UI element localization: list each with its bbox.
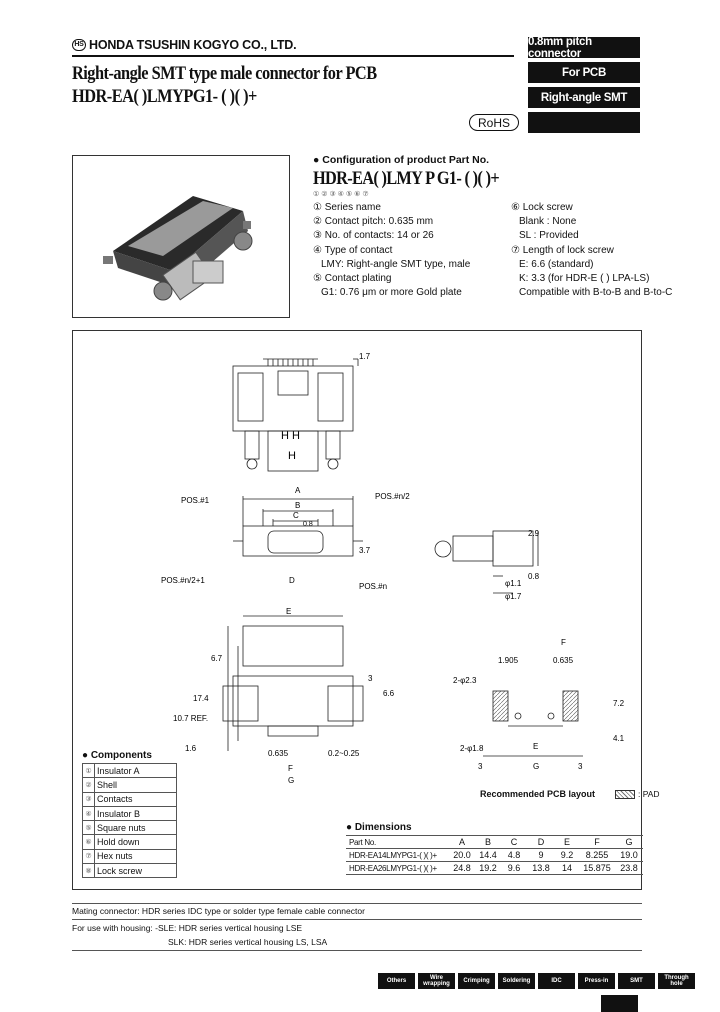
dim-0-8-side: 0.8 bbox=[528, 572, 540, 581]
config-line: K: 3.3 (for HDR-E ( ) LPA-LS) bbox=[519, 273, 650, 285]
config-line: ⑤ Contact plating bbox=[313, 273, 392, 285]
dim-2-9: 2.9 bbox=[528, 529, 540, 538]
component-name: Insulator B bbox=[95, 806, 177, 820]
dim-phi-1-7: φ1.7 bbox=[505, 592, 522, 601]
dim-header-cell: Part No. bbox=[346, 836, 449, 849]
tab-soldering[interactable]: Soldering bbox=[498, 973, 535, 989]
dim-0-635: 0.635 bbox=[268, 749, 289, 758]
dim-cell: 4.8 bbox=[501, 849, 527, 862]
config-line: Compatible with B-to-B and B-to-C bbox=[519, 287, 673, 299]
config-line: ④ Type of contact bbox=[313, 244, 393, 256]
component-number: ⑦ bbox=[83, 849, 95, 863]
company-logo: HS bbox=[72, 39, 86, 51]
component-row bbox=[83, 849, 177, 863]
tab-wire-wrapping[interactable]: Wire wrapping bbox=[418, 973, 455, 989]
dim-cell: 14 bbox=[555, 862, 579, 875]
pcb-f: F bbox=[561, 638, 566, 647]
dim-cell: 9.6 bbox=[501, 862, 527, 875]
configuration-section bbox=[313, 154, 693, 300]
label-pos-n-2: POS.#n/2 bbox=[375, 492, 410, 501]
tab-press-in[interactable]: Press-in bbox=[578, 973, 615, 989]
dim-header-cell: E bbox=[555, 836, 579, 849]
dim-b: B bbox=[295, 501, 301, 510]
component-number: ④ bbox=[83, 806, 95, 820]
tab-smt[interactable]: SMT bbox=[618, 973, 655, 989]
dim-header-cell: F bbox=[579, 836, 615, 849]
dim-cell: 19.0 bbox=[615, 849, 643, 862]
header-rule bbox=[72, 55, 514, 57]
part-number-pattern: HDR-EA( )LMY P G1- ( )( )+ bbox=[313, 168, 499, 189]
connector-photo-illustration bbox=[73, 156, 289, 317]
config-line: ① Series name bbox=[313, 202, 381, 213]
category-box-empty bbox=[528, 112, 640, 133]
page-subtitle: HDR-EA( )LMYPG1- ( )( )+ bbox=[72, 86, 257, 107]
component-row bbox=[83, 806, 177, 820]
config-line: ③ No. of contacts: 14 or 26 bbox=[313, 230, 434, 242]
config-line: Blank : None bbox=[519, 216, 577, 228]
config-line: ⑦ Length of lock screw bbox=[511, 244, 614, 256]
label-pos-1: POS.#1 bbox=[181, 496, 210, 505]
dim-c: C bbox=[293, 511, 299, 520]
footer-rule-bottom bbox=[72, 950, 642, 951]
dim-cell: HDR-EA26LMYPG1-( )( )+ bbox=[346, 862, 449, 875]
pcb-4-1: 4.1 bbox=[613, 734, 625, 743]
dimensions-row bbox=[346, 862, 643, 875]
dim-cell: 9 bbox=[527, 849, 555, 862]
dim-cell: 20.0 bbox=[449, 849, 475, 862]
category-tabs bbox=[378, 973, 695, 989]
config-line: E: 6.6 (standard) bbox=[519, 258, 594, 270]
pcb-layout-caption: Recommended PCB layout bbox=[480, 789, 596, 799]
tab-through-hole[interactable]: Through hole bbox=[658, 973, 695, 989]
dim-g: G bbox=[288, 776, 295, 785]
pad-legend bbox=[615, 789, 660, 799]
config-line: LMY: Right-angle SMT type, male bbox=[321, 258, 471, 270]
components-heading-text: Components bbox=[90, 750, 152, 761]
selected-tab-indicator bbox=[601, 995, 638, 1012]
dim-cell: HDR-EA14LMYPG1-( )( )+ bbox=[346, 849, 449, 862]
configuration-heading: ● Configuration of product Part No. bbox=[313, 154, 490, 166]
component-name: Lock screw bbox=[95, 864, 177, 878]
dim-cell: 24.8 bbox=[449, 862, 475, 875]
component-name: Contacts bbox=[95, 792, 177, 806]
label-pos-n: POS.#n bbox=[359, 582, 388, 591]
config-right-column bbox=[511, 201, 672, 300]
part-number-markers: ① ② ③ ④ ⑤ ⑥ ⑦ bbox=[313, 191, 369, 198]
pcb-phi-1-8: 2-φ1.8 bbox=[460, 744, 484, 753]
config-left-column bbox=[313, 201, 511, 300]
dim-a: A bbox=[295, 486, 301, 495]
component-number: ② bbox=[83, 778, 95, 792]
config-line: SL : Provided bbox=[519, 230, 579, 242]
pcb-phi-2-3: 2-φ2.3 bbox=[453, 676, 477, 685]
drawing-h-marks: H H bbox=[281, 430, 300, 442]
components-heading: ● Components bbox=[82, 750, 152, 761]
dim-header-cell: D bbox=[527, 836, 555, 849]
dim-0-8: 0.8 bbox=[303, 521, 313, 528]
configuration-heading-text: Configuration of product Part No. bbox=[322, 154, 490, 166]
component-name: Insulator A bbox=[95, 764, 177, 778]
pcb-1-905: 1.905 bbox=[498, 656, 519, 665]
dim-1-7: 1.7 bbox=[359, 352, 371, 361]
dim-3: 3 bbox=[368, 674, 373, 683]
category-box-pitch: 0.8mm pitch connector bbox=[528, 37, 640, 58]
component-name: Square nuts bbox=[95, 821, 177, 835]
dim-3-7: 3.7 bbox=[359, 546, 371, 555]
component-number: ① bbox=[83, 764, 95, 778]
component-row bbox=[83, 778, 177, 792]
housing-note-2: SLK: HDR series vertical housing LS, LSA bbox=[168, 937, 328, 947]
component-name: Hold down bbox=[95, 835, 177, 849]
tab-others[interactable]: Others bbox=[378, 973, 415, 989]
pcb-3-right: 3 bbox=[578, 762, 583, 771]
dim-10-7-ref: 10.7 REF. bbox=[173, 714, 209, 723]
product-photo bbox=[72, 155, 290, 318]
dim-6-6: 6.6 bbox=[383, 689, 395, 698]
tab-idc[interactable]: IDC bbox=[538, 973, 575, 989]
dim-cell: 23.8 bbox=[615, 862, 643, 875]
dim-e: E bbox=[286, 607, 292, 616]
dim-cell: 9.2 bbox=[555, 849, 579, 862]
dim-header-cell: A bbox=[449, 836, 475, 849]
component-row bbox=[83, 821, 177, 835]
rohs-badge: RoHS bbox=[469, 114, 519, 131]
component-number: ⑥ bbox=[83, 835, 95, 849]
dimensions-heading: ● Dimensions bbox=[346, 822, 412, 833]
dim-cell: 19.2 bbox=[475, 862, 501, 875]
component-row bbox=[83, 835, 177, 849]
pad-swatch bbox=[615, 790, 635, 799]
mating-connector-note: Mating connector: HDR series IDC type or solder type female cable connector bbox=[72, 906, 365, 916]
component-row bbox=[83, 792, 177, 806]
dimensions-header-row bbox=[346, 836, 643, 849]
pcb-0-635: 0.635 bbox=[553, 656, 574, 665]
housing-note: For use with housing: -SLE: HDR series vertical housing LSE bbox=[72, 923, 303, 933]
dimensions-heading-text: Dimensions bbox=[354, 822, 412, 833]
label-pos-n2-1: POS.#n/2+1 bbox=[161, 576, 205, 585]
dimensions-table bbox=[346, 822, 643, 875]
footer-rule-top bbox=[72, 903, 642, 904]
pcb-e: E bbox=[533, 742, 539, 751]
dim-cell: 15.875 bbox=[579, 862, 615, 875]
drawing-h-mark: H bbox=[288, 450, 296, 462]
component-name: Hex nuts bbox=[95, 849, 177, 863]
company-name bbox=[72, 38, 296, 52]
dim-phi-1-1: φ1.1 bbox=[505, 579, 522, 588]
dim-header-cell: B bbox=[475, 836, 501, 849]
dim-6-7: 6.7 bbox=[211, 654, 223, 663]
pcb-g: G bbox=[533, 762, 540, 771]
component-number: ③ bbox=[83, 792, 95, 806]
dim-0-2-0-25: 0.2~0.25 bbox=[328, 749, 360, 758]
pad-legend-text: : PAD bbox=[638, 789, 660, 799]
tab-crimping[interactable]: Crimping bbox=[458, 973, 495, 989]
component-number: ⑧ bbox=[83, 864, 95, 878]
component-number: ⑤ bbox=[83, 821, 95, 835]
footer-rule-middle bbox=[72, 919, 642, 920]
page-title: Right-angle SMT type male connector for PCB bbox=[72, 63, 377, 84]
category-box-pcb: For PCB bbox=[528, 62, 640, 83]
dim-cell: 14.4 bbox=[475, 849, 501, 862]
config-line: ② Contact pitch: 0.635 mm bbox=[313, 216, 434, 228]
dim-header-cell: G bbox=[615, 836, 643, 849]
config-line: ⑥ Lock screw bbox=[511, 202, 573, 213]
dim-f: F bbox=[288, 764, 293, 773]
dimensions-row bbox=[346, 849, 643, 862]
dim-17-4: 17.4 bbox=[193, 694, 209, 703]
pcb-3-left: 3 bbox=[478, 762, 483, 771]
components-table bbox=[82, 750, 177, 878]
dim-1-6: 1.6 bbox=[185, 744, 197, 753]
component-name: Shell bbox=[95, 778, 177, 792]
company-name-text: HONDA TSUSHIN KOGYO CO., LTD. bbox=[89, 38, 297, 52]
dim-header-cell: C bbox=[501, 836, 527, 849]
dim-cell: 13.8 bbox=[527, 862, 555, 875]
component-row bbox=[83, 764, 177, 778]
category-box-smt: Right-angle SMT bbox=[528, 87, 640, 108]
pcb-7-2: 7.2 bbox=[613, 699, 625, 708]
dim-cell: 8.255 bbox=[579, 849, 615, 862]
config-line: G1: 0.76 μm or more Gold plate bbox=[321, 287, 462, 299]
component-row bbox=[83, 864, 177, 878]
dim-d: D bbox=[289, 576, 295, 585]
